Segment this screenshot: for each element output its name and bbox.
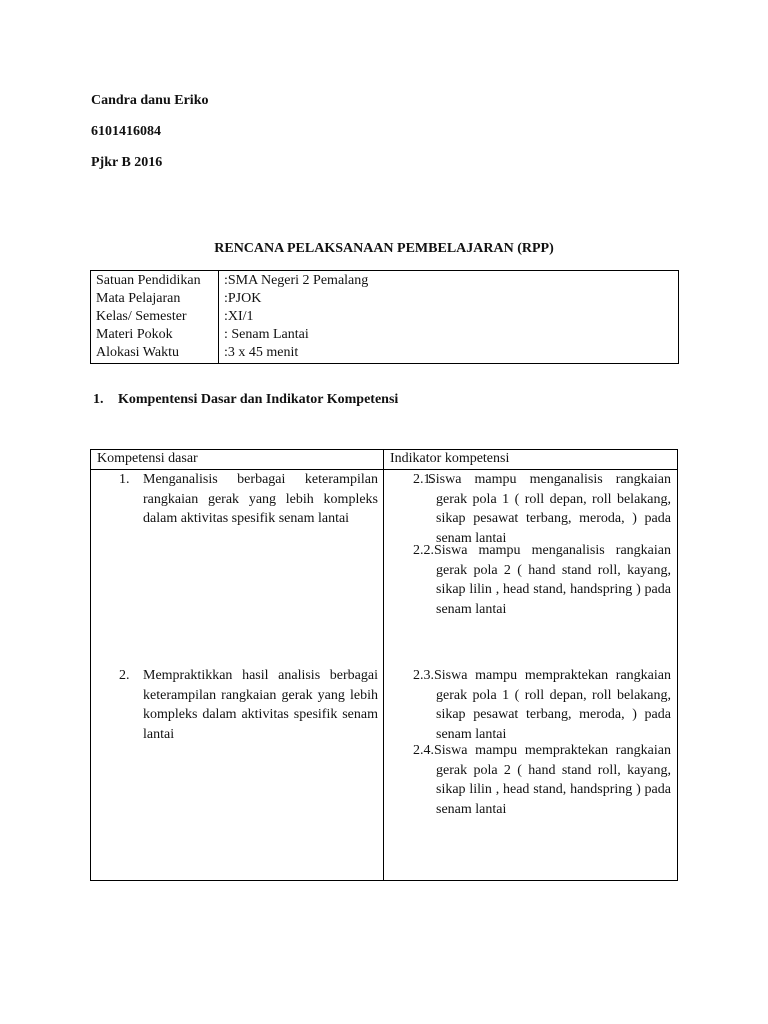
identity-label: Mata Pelajaran (91, 290, 219, 308)
identity-value: :XI/1 (219, 308, 679, 326)
identity-row (91, 308, 679, 326)
identity-row (91, 344, 679, 364)
identity-label: Materi Pokok (91, 326, 219, 344)
identity-row (91, 271, 679, 291)
section-title: Kompentensi Dasar dan Indikator Kompetensi (118, 392, 399, 407)
indicator-text: Siswa mampu mempraktekan rangkaian gerak pola 2 ( hand stand roll, kayang, sikap lilin , head stand, handspring ) pada senam lantai (434, 743, 671, 817)
identity-label: Alokasi Waktu (91, 344, 219, 364)
indicator-number: 2.2. (413, 543, 434, 558)
column-divider (383, 450, 384, 880)
indicator-number: 2.4. (413, 743, 434, 758)
kd-number: 2. (119, 668, 130, 683)
identity-value: :PJOK (219, 290, 679, 308)
indicator-text: Siswa mampu menganalisis rangkaian gerak pola 1 ( roll depan, roll belakang, sikap pesawat terbang, meroda, ) pada senam lantai (428, 472, 671, 546)
section-number: 1. (93, 392, 104, 407)
identity-row (91, 290, 679, 308)
kd-text: Menganalisis berbagai keterampilan rangkaian gerak yang lebih kompleks dalam aktivitas spesifik senam lantai (143, 472, 378, 526)
kd-text: Mempraktikkan hasil analisis berbagai keterampilan rangkaian gerak yang lebih kompleks dalam aktivitas spesifik senam lantai (143, 668, 378, 742)
identity-value: : Senam Lantai (219, 326, 679, 344)
identity-label: Satuan Pendidikan (91, 271, 219, 291)
document-title: RENCANA PELAKSANAAN PEMBELAJARAN (RPP) (214, 241, 554, 256)
indicator-text: Siswa mampu menganalisis rangkaian gerak pola 2 ( hand stand roll, kayang, sikap lilin , head stand, handspring ) pada senam lantai (434, 543, 671, 617)
section-heading (93, 392, 398, 408)
header-kompetensi-dasar: Kompetensi dasar (97, 451, 198, 466)
header-indikator-kompetensi: Indikator kompetensi (390, 451, 510, 466)
author-id: 6101416084 (91, 124, 161, 139)
identity-value: :3 x 45 menit (219, 344, 679, 364)
competency-table (90, 449, 678, 881)
indicator-text: Siswa mampu mempraktekan rangkaian gerak pola 1 ( roll depan, roll belakang, sikap pesawat terbang, meroda, ) pada senam lantai (434, 668, 671, 742)
indicator-number: 2.1. (413, 472, 434, 487)
author-name: Candra danu Eriko (91, 93, 209, 108)
identity-table (90, 270, 679, 364)
identity-value: :SMA Negeri 2 Pemalang (219, 271, 679, 291)
author-class: Pjkr B 2016 (91, 155, 163, 170)
indicator-number: 2.3. (413, 668, 434, 683)
identity-label: Kelas/ Semester (91, 308, 219, 326)
identity-row (91, 326, 679, 344)
kd-number: 1. (119, 472, 130, 487)
